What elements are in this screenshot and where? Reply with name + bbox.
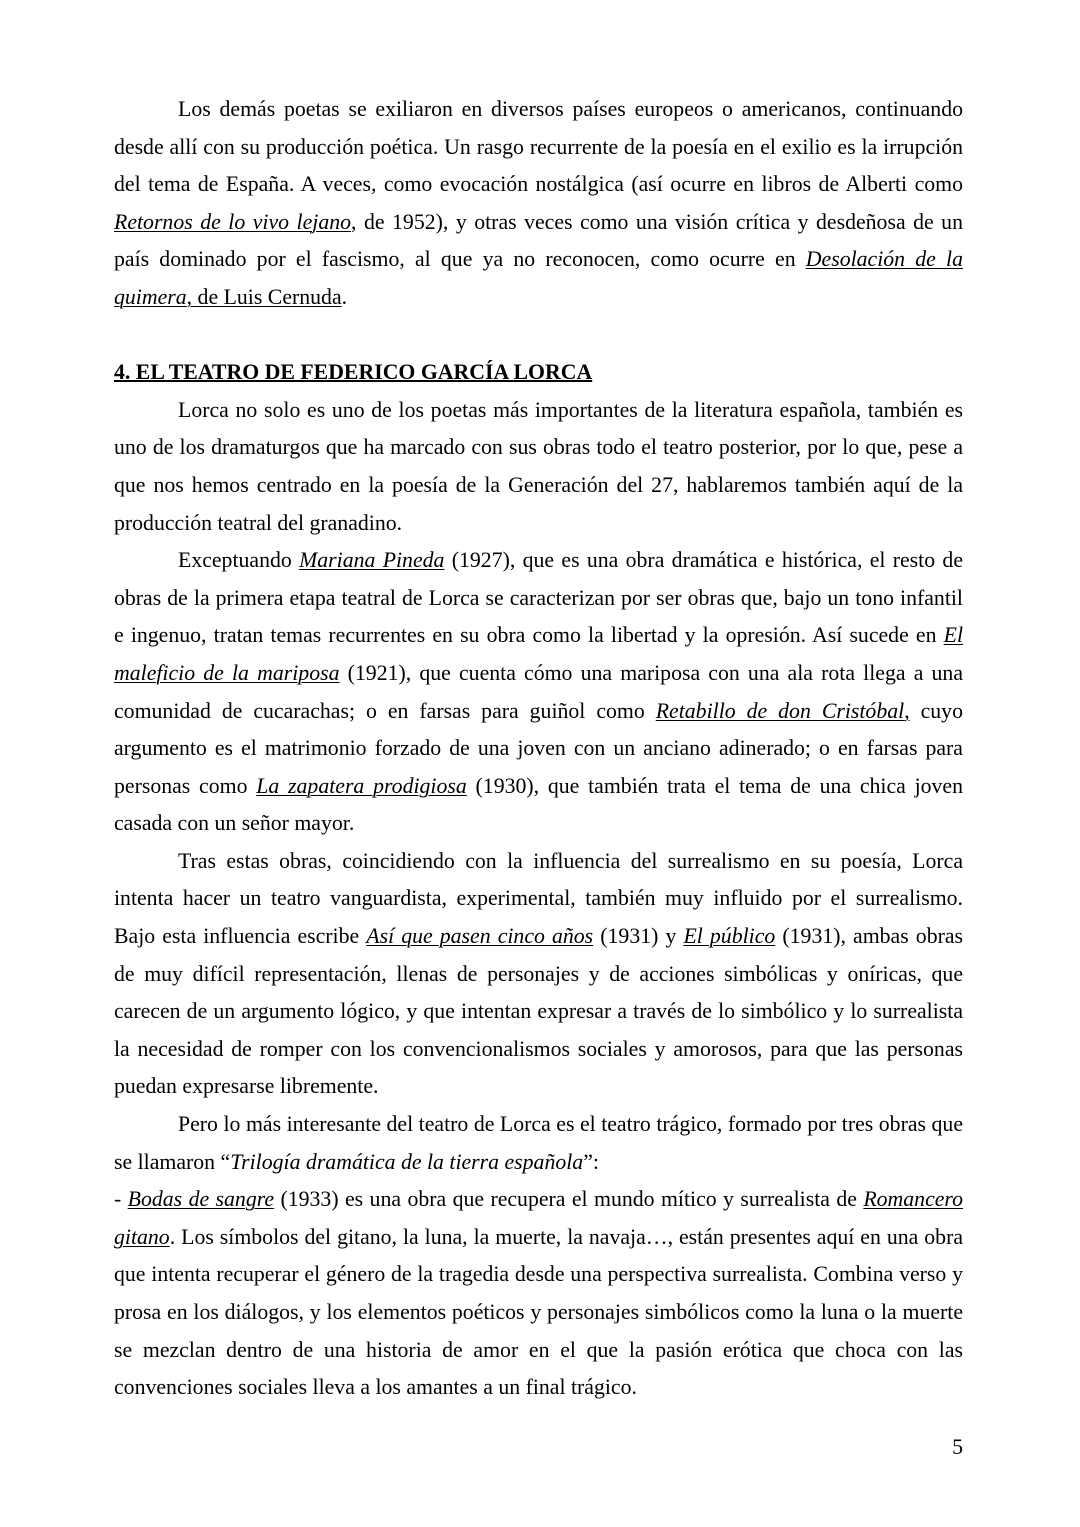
text-run: . xyxy=(341,284,348,309)
work-title: Romancero gitano xyxy=(114,1187,963,1249)
text-run: Lorca no solo es uno de los poetas más importantes de la literatura española, también es uno de los dramaturgos que ha marcado con sus obras todo el teatro posterior, por lo que, pese a que nos hemos centrado en la poesía de la Generación del 27, hablaremos también aquí de la producción teatral del granadino. xyxy=(114,397,963,535)
underlined-text: , de Luis Cernuda xyxy=(186,284,342,309)
text-run: Pero lo más interesante del teatro de Lorca es el teatro trágico, formado por tres obras que se llamaron “ xyxy=(114,1112,963,1174)
work-title: El maleficio de la mariposa xyxy=(114,623,963,685)
text-run: (1927), que es una obra dramática e histórica, el resto de obras de la primera etapa teatral de Lorca se caracterizan por ser obras que, bajo un tono infantil e ingenuo, tratan temas recurrentes en su obra como la libertad y la opresión. Así sucede en xyxy=(114,548,963,648)
section-4-list xyxy=(114,1181,963,1407)
text-run: - xyxy=(114,1187,128,1212)
text-run: (1931) y xyxy=(593,924,684,949)
work-title: Así que pasen cinco años xyxy=(366,924,594,949)
work-title: El público xyxy=(683,924,776,949)
text-run: Los demás poetas se exiliaron en diversos países europeos o americanos, continuando desde allí con su producción poética. Un rasgo recurrente de la poesía en el exilio es la irrupción del tema de España. A veces, como evocación nostálgica (así ocurre en libros de Alberti como xyxy=(114,97,963,197)
text-column xyxy=(114,91,963,1407)
text-run: , de 1952), y otras veces como una visión crítica y desdeñosa de un país dominado por el fascismo, al que ya no reconocen, como ocurre en xyxy=(114,209,963,272)
work-title: Bodas de sangre xyxy=(127,1187,275,1212)
text-run: (1931), ambas obras de muy difícil representación, llenas de personajes y de acciones simbólicas y oníricas, que carecen de un argumento lógico, y que intentan expresar a través de lo simbólico y lo surrealista la necesidad de romper con los convencionalismos sociales y amorosos, para que las personas puedan expresarse libremente. xyxy=(114,924,964,1099)
paragraph xyxy=(114,91,963,317)
section-4-body xyxy=(114,392,963,1181)
intro-section xyxy=(114,91,963,317)
text-run: Tras estas obras, coincidiendo con la influencia del surrealismo en su poesía, Lorca intenta hacer un teatro vanguardista, experimental, también muy influido por el surrealismo. Bajo esta influencia escribe xyxy=(114,848,963,949)
paragraph xyxy=(114,843,963,1106)
work-title: Retabillo de don Cristóbal xyxy=(655,698,905,723)
work-title: Mariana Pineda xyxy=(299,548,445,573)
paragraph xyxy=(114,392,963,542)
work-title: La zapatera prodigiosa xyxy=(256,773,467,798)
text-run: cuyo argumento es el matrimonio forzado de una joven con un anciano adinerado; o en farsas para personas como xyxy=(114,698,963,798)
work-title: Retornos de lo vivo lejano xyxy=(114,209,352,234)
text-run: (1921), que cuenta cómo una mariposa con una ala rota llega a una comunidad de cucarachas; o en farsas para guiñol como xyxy=(114,660,963,723)
list-item xyxy=(114,1181,963,1407)
text-run: (1930), que también trata el tema de una chica joven casada con un señor mayor. xyxy=(114,773,963,836)
work-title: Desolación de la quimera xyxy=(114,247,963,309)
quoted-title: Trilogía dramática de la tierra española xyxy=(230,1149,584,1174)
paragraph xyxy=(114,542,963,843)
text-run: ”: xyxy=(583,1149,599,1174)
underlined-text: , xyxy=(904,698,910,723)
paragraph xyxy=(114,1106,963,1181)
text-run: (1933) es una obra que recupera el mundo mítico y surrealista de xyxy=(274,1187,864,1212)
section-heading: 4. EL TEATRO DE FEDERICO GARCÍA LORCA xyxy=(114,360,593,385)
page-number: 5 xyxy=(952,1435,963,1459)
text-run: Exceptuando xyxy=(178,548,300,573)
text-run: . Los símbolos del gitano, la luna, la muerte, la navaja…, están presentes aquí en una obra que intenta recuperar el género de la tragedia desde una perspectiva surrealista. Combina verso y prosa en los diálogos, y los elementos poéticos y personajes simbólicos como la luna o la muerte se mezclan dentro de una historia de amor en el que la pasión erótica que choca con las convenciones sociales lleva a los amantes a un final trágico. xyxy=(114,1224,963,1400)
